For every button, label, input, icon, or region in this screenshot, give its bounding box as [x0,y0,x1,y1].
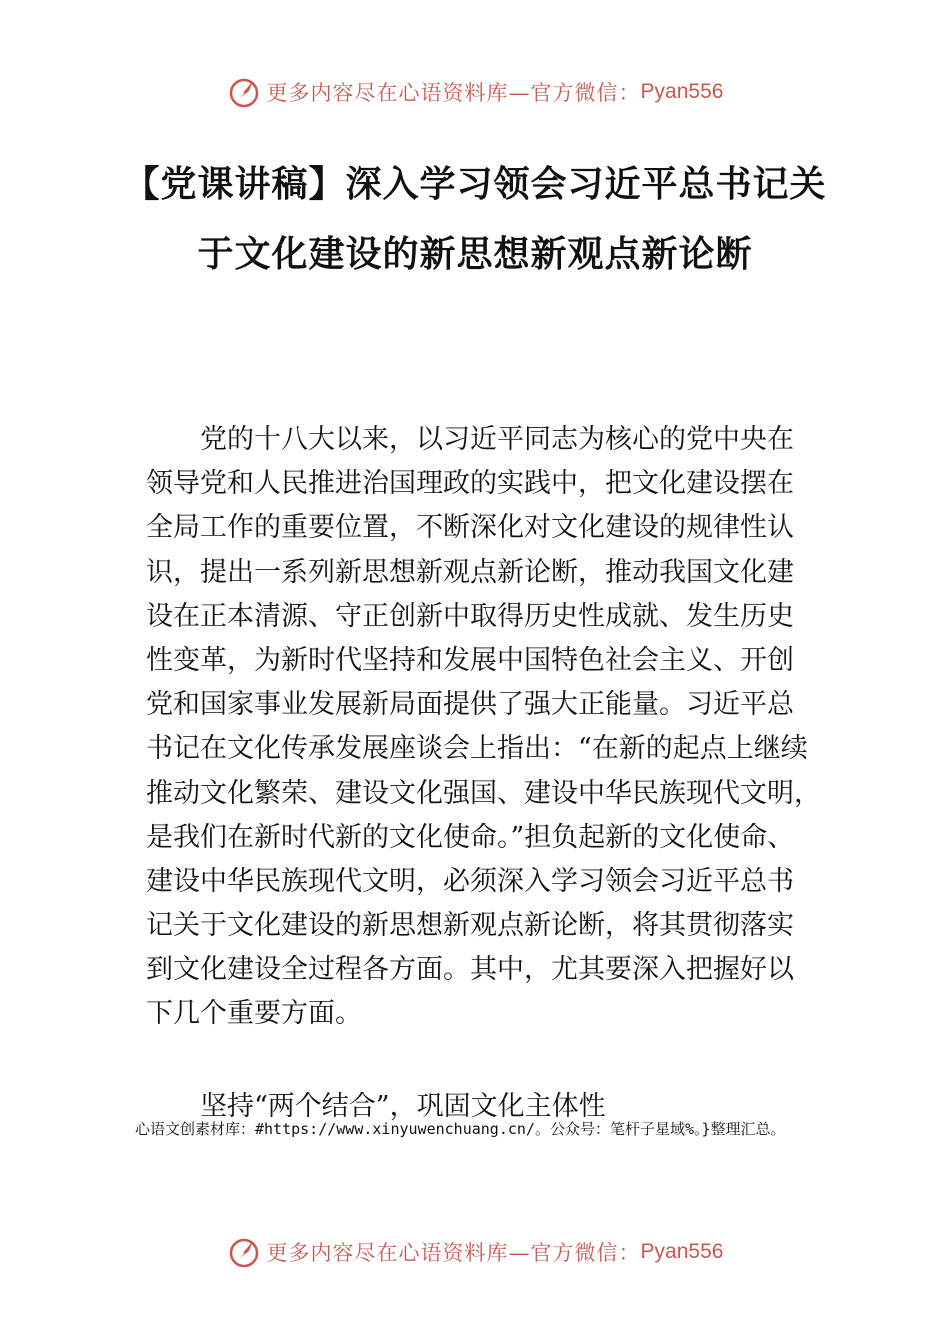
document-title-line-2: 于文化建设的新思想新观点新论断 [197,234,753,275]
bottom-watermark [0,1232,950,1272]
paragraph-line: 建设中华民族现代文明，必须深入学习领会习近平总书 [146,865,794,897]
watermark-account: Pyan556 [640,1240,724,1263]
paragraph-line: 领导党和人民推进治国理政的实践中，把文化建设摆在 [146,468,794,500]
paragraph-line: 全局工作的重要位置，不断深化对文化建设的规律性认 [146,512,794,544]
paragraph-line: 性变革，为新时代坚持和发展中国特色社会主义、开创 [146,644,794,676]
watermark-account: Pyan556 [640,80,724,103]
paragraph-line: 下几个重要方面。 [146,998,362,1030]
paragraph-line: 书记在文化传承发展座谈会上指出：“在新的起点上继续 [146,733,808,765]
paragraph-line: 到文化建设全过程各方面。其中，尤其要深入把握好以 [146,954,794,986]
paragraph-line: 推动文化繁荣、建设文化强国、建设中华民族现代文明， [146,777,821,809]
quill-logo-icon [227,1235,261,1269]
paragraph-line: 识，提出一系列新思想新观点新论断，推动我国文化建 [146,556,794,588]
paragraph-line: 是我们在新时代新的文化使命。”担负起新的文化使命、 [146,821,795,853]
section-heading: 坚持“两个结合”，巩固文化主体性 [200,1091,606,1122]
body-paragraph [146,418,821,1037]
source-note: 心语文创素材库：#https://www.xinyuwenchuang.cn/。公众号：笔杆子星域%。}整理汇总。 [135,1120,786,1138]
paragraph-line: 党和国家事业发展新局面提供了强大正能量。习近平总 [146,689,794,721]
paragraph-line: 党的十八大以来，以习近平同志为核心的党中央在 [200,424,794,455]
paragraph-line: 设在正本清源、守正创新中取得历史性成就、发生历史 [146,600,794,632]
watermark-text: 更多内容尽在心语资料库—官方微信： [266,1241,641,1265]
watermark-text: 更多内容尽在心语资料库—官方微信： [266,81,641,105]
top-watermark [0,72,950,112]
quill-logo-icon [227,75,261,109]
document-title-line-1: 【党课讲稿】深入学习领会习近平总书记关 [123,164,827,205]
paragraph-line: 记关于文化建设的新思想新观点新论断，将其贯彻落实 [146,910,794,942]
